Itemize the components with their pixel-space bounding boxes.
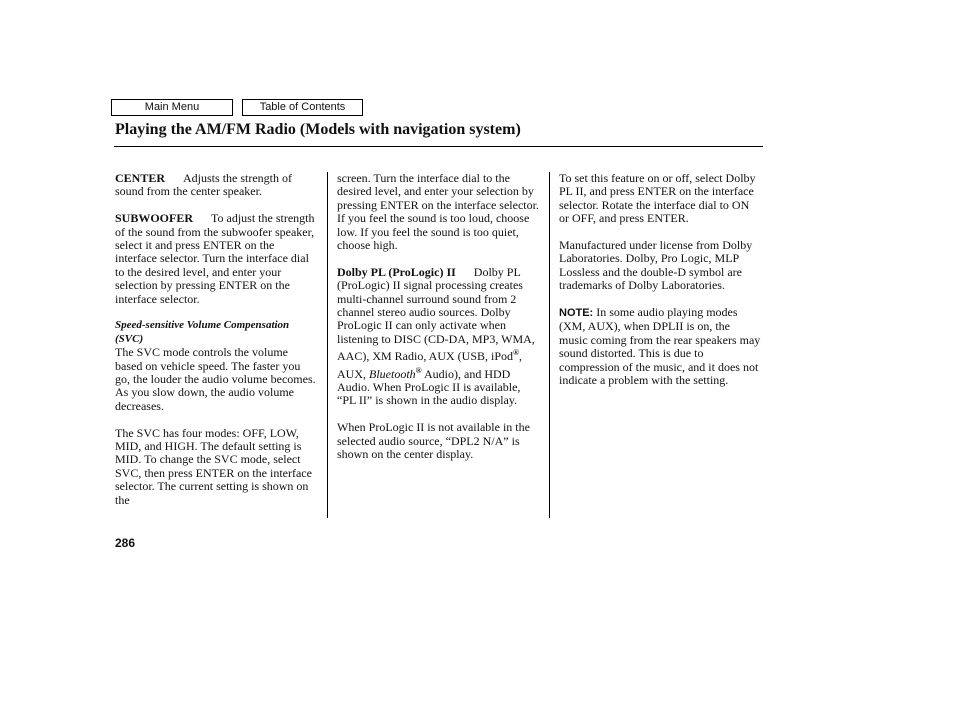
- svc-paragraph-2: The SVC has four modes: OFF, LOW, MID, and HIGH. The default setting is MID. To change the SVC mode, select SVC, then press ENTER on the interface selector. The current setting is shown on the: [115, 425, 312, 507]
- dolby-paragraph: [337, 266, 539, 408]
- dolby-text-a: Dolby PL (ProLogic) II signal processing creates multi-channel surround sound from 2 channel stereo audio sources. Dolby ProLogic II can only activate when listening to DISC (CD-DA, MP3, WMA, AAC), XM Radio, AUX (USB, iPod: [337, 264, 535, 364]
- page-number: 286: [115, 536, 136, 550]
- column-left: [115, 172, 317, 521]
- table-of-contents-button[interactable]: Table of Contents: [242, 99, 363, 116]
- subwoofer-text: To adjust the strength of the sound from the subwoofer speaker, select it and press ENTER on the interface selector. Turn the interface dial to the desired level, and enter your selection by pressing ENTER on the interface selector.: [115, 211, 315, 306]
- title-divider: [114, 146, 763, 147]
- page-title: Playing the AM/FM Radio (Models with navigation system): [115, 121, 521, 138]
- column-right: [559, 172, 761, 401]
- note-label: NOTE:: [559, 307, 594, 320]
- dolby-term: Dolby PL (ProLogic) II: [337, 264, 456, 279]
- registered-mark: ®: [513, 348, 519, 358]
- note-text: In some audio playing modes (XM, AUX), when DPLII is on, the music coming from the rear speakers may sound distorted. This is due to compression of the music, and it does not indicate a problem with the setting.: [559, 305, 761, 388]
- dolby-text-c: Audio), and HDD Audio. When ProLogic II is available, “PL II” is shown in the audio display.: [337, 366, 521, 408]
- subwoofer-term: SUBWOOFER: [115, 211, 194, 226]
- prologic-unavailable-paragraph: When ProLogic II is not available in the selected audio source, “DPL2 N/A” is shown on the center display.: [337, 420, 530, 462]
- registered-mark-2: ®: [415, 365, 422, 375]
- column-divider: [549, 172, 550, 518]
- column-middle: [337, 172, 539, 475]
- column-divider: [327, 172, 328, 518]
- main-menu-button[interactable]: Main Menu: [111, 99, 233, 116]
- license-paragraph: Manufactured under license from Dolby Laboratories. Dolby, Pro Logic, MLP Lossless and the double-D symbol are trademarks of Dolby Laboratories.: [559, 238, 753, 293]
- dolby-text-b: , AUX,: [337, 349, 522, 381]
- dolby-setting-paragraph: To set this feature on or off, select Dolby PL II, and press ENTER on the interface selector. Rotate the interface dial to ON or OFF, and press ENTER.: [559, 171, 756, 226]
- svc-heading: Speed-sensitive Volume Compensation (SVC): [115, 319, 290, 345]
- subwoofer-paragraph: [115, 212, 317, 306]
- center-term: CENTER: [115, 171, 166, 185]
- bluetooth-term: Bluetooth: [369, 366, 416, 381]
- svc-continued-paragraph: screen. Turn the interface dial to the desired level, and enter your selection by pressing ENTER on the interface selector. If you feel the sound is too loud, choose low. If you feel the sound is too quiet, choose high.: [337, 171, 539, 253]
- note-paragraph: [559, 306, 761, 387]
- svc-paragraph-1: The SVC mode controls the volume based on vehicle speed. The faster you go, the louder the audio volume becomes. As you slow down, the audio volume decreases.: [115, 345, 316, 413]
- center-paragraph: [115, 172, 317, 199]
- center-text: Adjusts the strength of sound from the center speaker.: [115, 171, 293, 199]
